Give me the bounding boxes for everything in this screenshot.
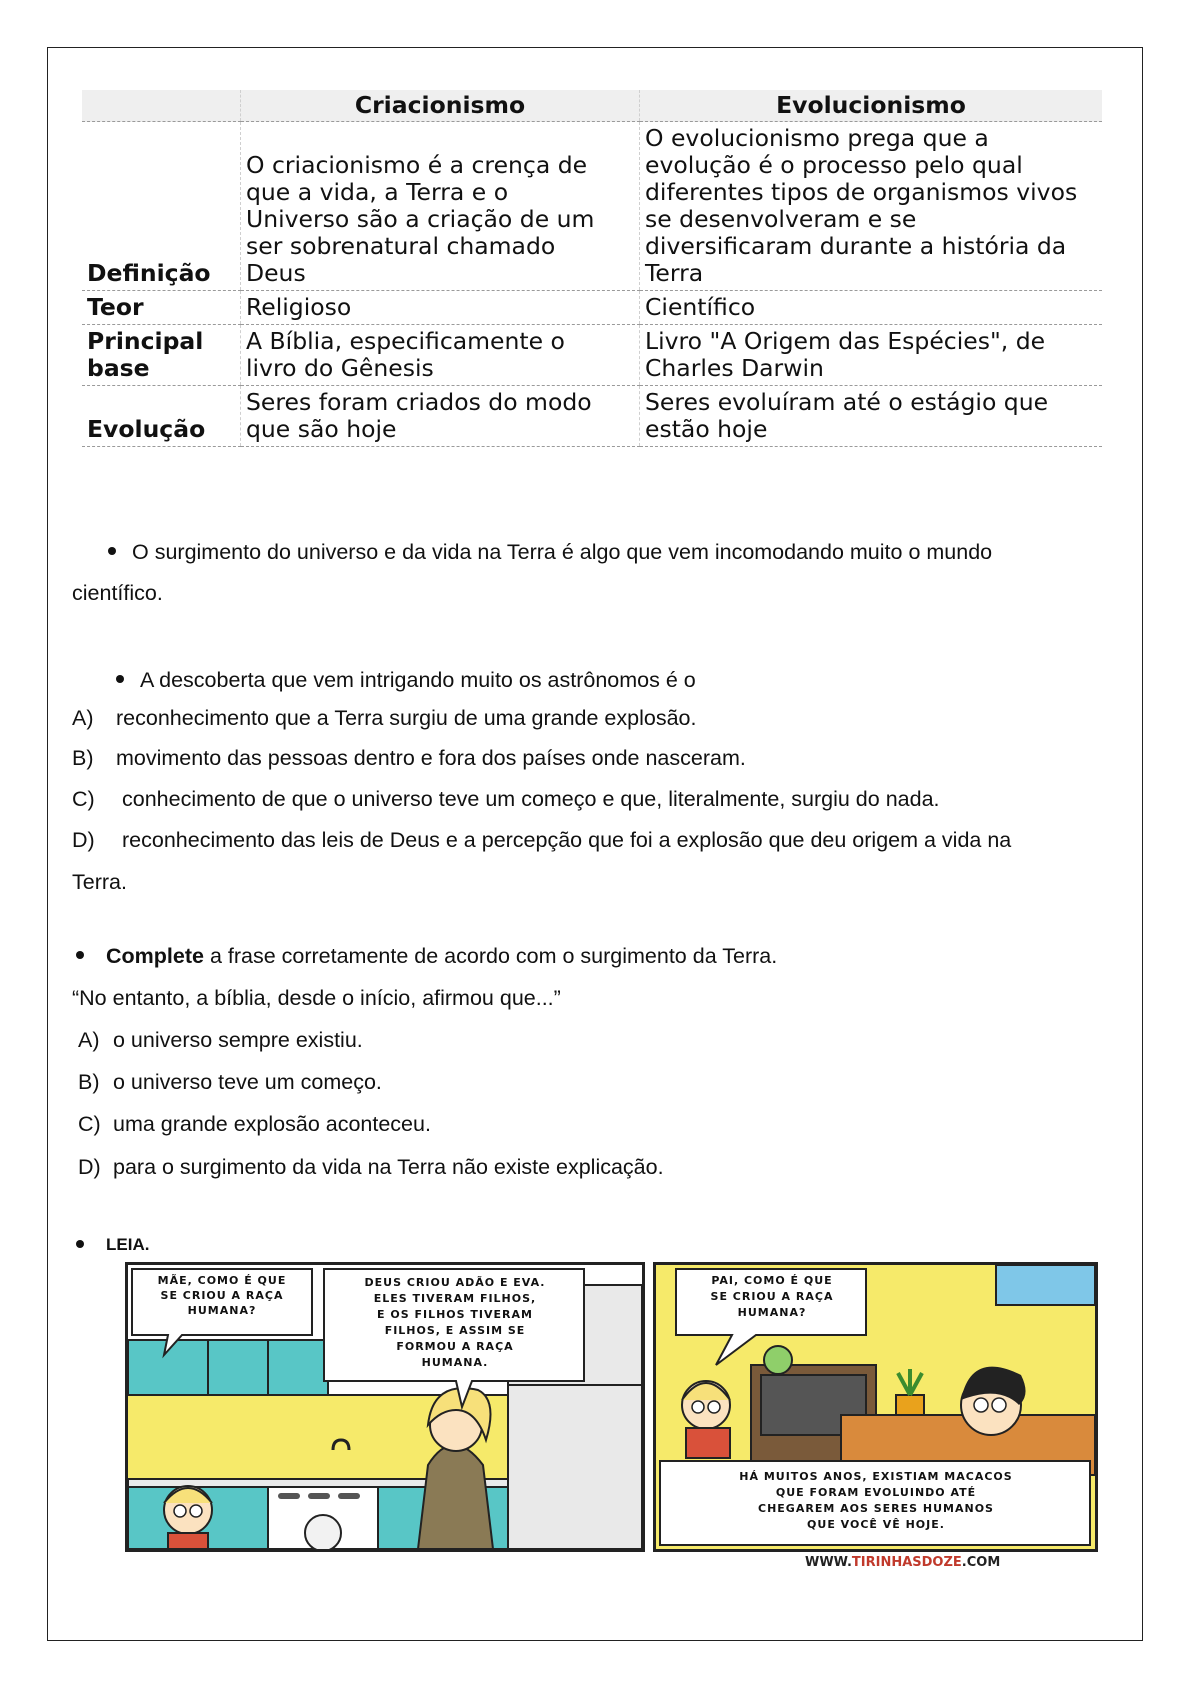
table-row	[82, 291, 1102, 325]
question-1-option-c[interactable]	[72, 785, 940, 813]
header-criacionismo: Criacionismo	[241, 90, 640, 122]
bullet-icon	[116, 675, 124, 683]
option-letter: B)	[72, 746, 94, 770]
cell-line: diferentes tipos de organismos vivos	[645, 178, 1078, 206]
option-letter: C)	[78, 1112, 101, 1136]
question-2-option-c[interactable]	[78, 1110, 431, 1138]
cell-line: que a vida, a Terra e o	[246, 178, 509, 206]
cell-line: A Bíblia, especificamente o	[246, 327, 565, 355]
cell-line: Charles Darwin	[645, 354, 824, 382]
option-letter: A)	[72, 706, 94, 730]
option-text: para o surgimento da vida na Terra não existe explicação.	[113, 1155, 664, 1179]
cell-evolucionismo	[640, 386, 1103, 447]
option-text: o universo teve um começo.	[113, 1070, 382, 1094]
bubble-line: ELES TIVERAM FILHOS,	[373, 1292, 537, 1305]
option-text: reconhecimento das leis de Deus e a percepção que foi a explosão que deu origem a vida na	[122, 828, 1012, 852]
row-label: Teor	[82, 291, 241, 325]
bullet-icon	[76, 951, 84, 959]
cell-line: evolução é o processo pelo qual	[645, 151, 1023, 179]
bubble-line: MÃE, COMO É QUE	[157, 1274, 287, 1287]
credit-prefix: WWW.	[805, 1555, 852, 1570]
comic-panel-kitchen	[125, 1262, 645, 1552]
cell-line: Seres foram criados do modo	[246, 388, 592, 416]
cell-line: Universo são a criação de um	[246, 205, 595, 233]
bubble-line: SE CRIOU A RAÇA	[710, 1290, 834, 1303]
credit-suffix: .COM	[961, 1555, 1001, 1570]
bubble-line: SE CRIOU A RAÇA	[160, 1289, 284, 1302]
prompt-text: a frase corretamente de acordo com o surgimento da Terra.	[203, 944, 778, 968]
option-text: reconhecimento que a Terra surgiu de uma grande explosão.	[116, 706, 697, 730]
cell-line: O evolucionismo prega que a	[645, 124, 989, 152]
cell-criacionismo	[241, 325, 640, 386]
cell-line: Seres evoluíram até o estágio que	[645, 388, 1049, 416]
cell-line: Livro "A Origem das Espécies", de	[645, 327, 1046, 355]
row-label: Principal base	[82, 325, 241, 386]
question-2-option-d[interactable]	[78, 1153, 664, 1181]
comparison-table	[82, 90, 1102, 447]
option-letter: D)	[72, 828, 95, 852]
comic-bubble-2	[326, 1275, 584, 1371]
cell-criacionismo	[241, 386, 640, 447]
bubble-line: FILHOS, E ASSIM SE	[384, 1324, 526, 1337]
bubble-line: QUE FORAM EVOLUINDO ATÉ	[775, 1486, 977, 1499]
header-empty	[82, 90, 241, 122]
option-letter: D)	[78, 1155, 101, 1179]
question-2-quote: “No entanto, a bíblia, desde o início, afirmou que...”	[72, 986, 561, 1010]
table-row	[82, 325, 1102, 386]
bubble-line: PAI, COMO É QUE	[711, 1274, 833, 1287]
credit-brand: TIRINHASDOZE	[851, 1555, 962, 1570]
bubble-line: HUMANA?	[187, 1304, 257, 1317]
bubble-line: HUMANA?	[737, 1306, 807, 1319]
cell-line: Religioso	[246, 293, 352, 321]
question-1-option-d-cont: Terra.	[72, 870, 127, 894]
comic-panel-living-room	[653, 1262, 1098, 1552]
comic-bubble-1	[134, 1273, 310, 1318]
bubble-line: CHEGAREM AOS SERES HUMANOS	[758, 1502, 994, 1515]
option-text: o universo sempre existiu.	[113, 1028, 363, 1052]
cell-line: diversificaram durante a história da	[645, 232, 1067, 260]
table-row	[82, 122, 1102, 291]
leia-heading	[76, 1231, 149, 1259]
comic-bubble-4	[662, 1469, 1090, 1533]
cell-line: que são hoje	[246, 415, 397, 443]
comic-bubble-3	[678, 1273, 866, 1321]
option-text: conhecimento de que o universo teve um começo e que, literalmente, surgiu do nada.	[122, 787, 940, 811]
question-1-option-b[interactable]	[72, 744, 746, 772]
statement-text: O surgimento do universo e da vida na Terra é algo que vem incomodando muito o mundo	[132, 540, 993, 564]
comic-strip	[125, 1262, 1125, 1582]
bullet-icon	[76, 1240, 84, 1248]
option-text: movimento das pessoas dentro e fora dos países onde nasceram.	[116, 746, 746, 770]
bubble-line: HUMANA.	[421, 1356, 489, 1369]
cell-line: se desenvolveram e se	[645, 205, 917, 233]
cell-criacionismo	[241, 122, 640, 291]
prompt-text: A descoberta que vem intrigando muito os astrônomos é o	[140, 668, 696, 692]
question-1-option-a[interactable]	[72, 704, 696, 732]
cell-line: Deus	[246, 259, 306, 287]
option-text: uma grande explosão aconteceu.	[113, 1112, 431, 1136]
cell-line: Terra	[645, 259, 704, 287]
question-1-prompt	[116, 666, 696, 694]
row-label: Definição	[82, 122, 241, 291]
cell-evolucionismo	[640, 291, 1103, 325]
bullet-icon	[108, 547, 116, 555]
bubble-line: DEUS CRIOU ADÃO E EVA.	[364, 1276, 546, 1289]
cell-line: O criacionismo é a crença de	[246, 151, 588, 179]
cell-line: ser sobrenatural chamado	[246, 232, 556, 260]
question-2-option-a[interactable]	[78, 1026, 363, 1054]
table-header-row	[82, 90, 1102, 122]
bubble-line: E OS FILHOS TIVERAM	[377, 1308, 533, 1321]
cell-evolucionismo	[640, 122, 1103, 291]
option-letter: C)	[72, 787, 95, 811]
statement-1-line-1	[108, 538, 992, 566]
bubble-line: HÁ MUITOS ANOS, EXISTIAM MACACOS	[739, 1470, 1013, 1483]
prompt-bold: Complete	[106, 944, 204, 968]
bubble-line: FORMOU A RAÇA	[396, 1340, 514, 1353]
cell-line: estão hoje	[645, 415, 768, 443]
option-letter: B)	[78, 1070, 100, 1094]
statement-1-line-2: científico.	[72, 581, 163, 605]
cell-line: Científico	[645, 293, 756, 321]
option-letter: A)	[78, 1028, 100, 1052]
cell-criacionismo	[241, 291, 640, 325]
row-label: Evolução	[82, 386, 241, 447]
header-evolucionismo: Evolucionismo	[640, 90, 1103, 122]
question-2-prompt	[76, 942, 777, 970]
cell-line: livro do Gênesis	[246, 354, 434, 382]
leia-text: LEIA.	[106, 1235, 150, 1254]
question-2-option-b[interactable]	[78, 1068, 382, 1096]
bubble-line: QUE VOCÊ VÊ HOJE.	[807, 1518, 945, 1531]
comic-credit	[805, 1555, 1000, 1570]
table-row	[82, 386, 1102, 447]
question-1-option-d[interactable]	[72, 826, 1011, 854]
cell-evolucionismo	[640, 325, 1103, 386]
